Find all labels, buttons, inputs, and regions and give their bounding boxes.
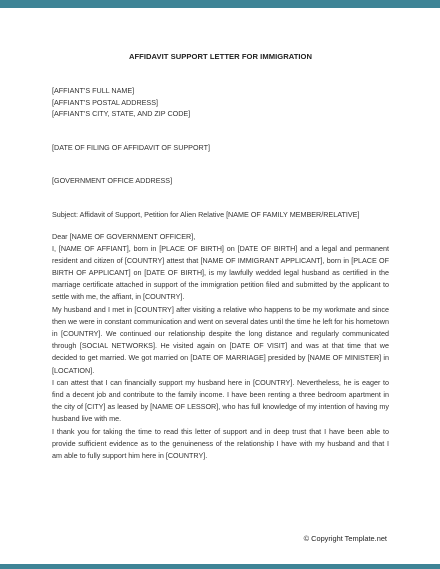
body-paragraph: I thank you for taking the time to read this letter of support and in deep trust that I have been able to provide sufficient evidence as to the genuineness of the relationship I have with my husband and that I am able to fully support him here in [COUNTRY]. (52, 426, 389, 460)
filing-date-line: [DATE OF FILING OF AFFIDAVIT OF SUPPORT] (52, 142, 211, 152)
top-accent-bar (0, 0, 440, 8)
subject-line: Subject: Affidavit of Support, Petition for Alien Relative [NAME OF FAMILY MEMBER/RELATIVE] (52, 209, 360, 219)
affiant-city-line: [AFFIANT'S CITY, STATE, AND ZIP CODE] (52, 109, 191, 118)
office-address-line: [GOVERNMENT OFFICE ADDRESS] (52, 176, 173, 185)
body-paragraph: I can attest that I can financially support my husband here in [COUNTRY]. Nevertheless, he is eager to find a decent job and contribute to the family income. I have been renting a three bedroom apartment in the city of [CITY] as leased by [NAME OF LESSOR], who has full knowledge of my intention of having my husband live with me. (52, 377, 389, 424)
body-paragraph: My husband and I met in [COUNTRY] after visiting a relative who happens to be my workmate and since then we were in constant communication and went on several dates until the time he left for his hometown in [COUNTRY]. We continued our relationship despite the long distance and regularly communicated through [SOCIAL NETWORKS]. He visited again on [DATE OF VISIT] and was at that time that we decided to get married. We got married on [DATE OF MARRIAGE] presided by [NAME OF MINISTER] in [LOCATION]. (52, 304, 389, 375)
body-paragraph: I, [NAME OF AFFIANT], born in [PLACE OF BIRTH] on [DATE OF BIRTH] and a legal and permanent resident and citizen of [COUNTRY] attest that [NAME OF IMMIGRANT APPLICANT], born in [PLACE OF BIRTH OF APPLICANT] on [DATE OF BIRTH], is my lawfully wedded legal husband as certified in the marriage certificate attached in support of the immigration petition filed and submitted by the applicant to settle with me, the affiant, in [COUNTRY]. (52, 243, 389, 302)
salutation: Dear [NAME OF GOVERNMENT OFFICER], (52, 232, 196, 241)
affiant-postal-line: [AFFIANT'S POSTAL ADDRESS] (52, 97, 159, 107)
bottom-accent-bar (0, 564, 440, 569)
affiant-address-block (52, 85, 389, 120)
letter-page (52, 52, 389, 462)
document-title: AFFIDAVIT SUPPORT LETTER FOR IMMIGRATION (128, 52, 313, 61)
copyright-footer (304, 534, 387, 543)
copyright-text: © Copyright Template.net (303, 534, 387, 543)
affiant-name-line: [AFFIANT'S FULL NAME] (52, 86, 135, 95)
